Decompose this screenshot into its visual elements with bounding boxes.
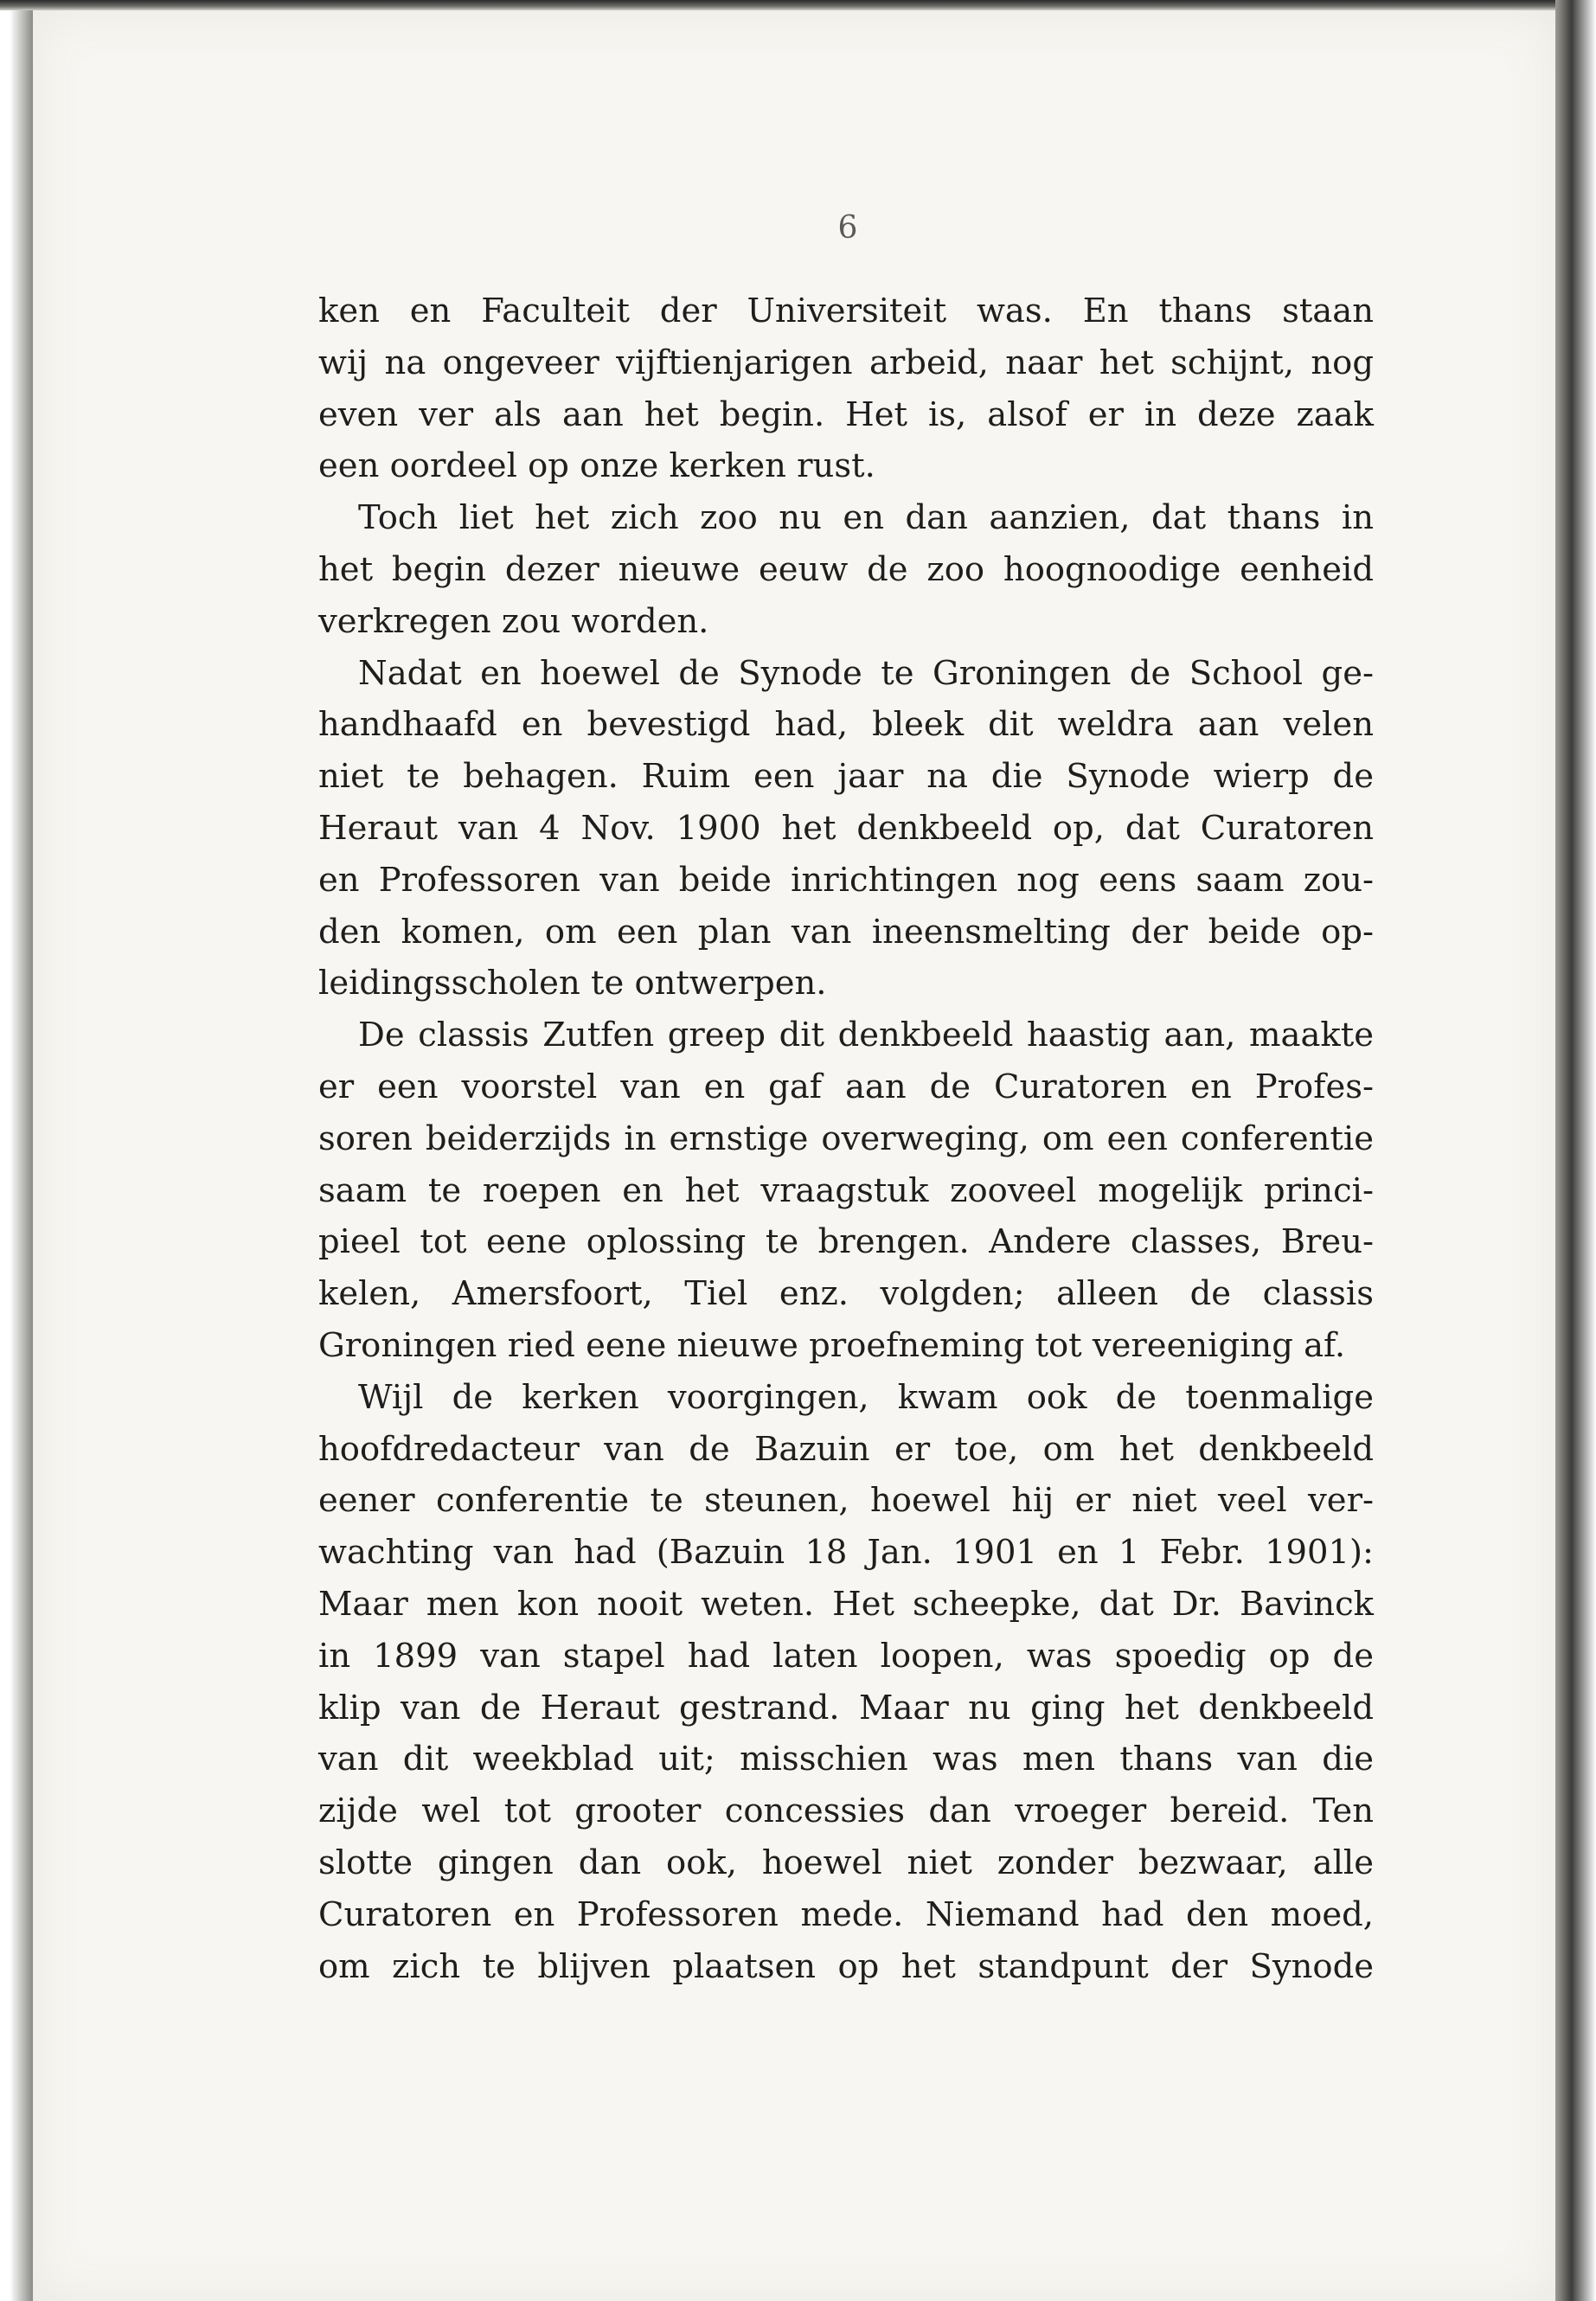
body-text bbox=[318, 285, 1374, 1992]
text-line: saam te roepen en het vraagstuk zooveel mogelijk princi- bbox=[318, 1170, 1374, 1210]
text-line: en Professoren van beide inrichtingen nog eens saam zou- bbox=[318, 860, 1374, 900]
text-line: er een voorstel van en gaf aan de Curatoren en Profes- bbox=[318, 1067, 1374, 1106]
text-line: verkregen zou worden. bbox=[318, 601, 709, 641]
text-line: Maar men kon nooit weten. Het scheepke, dat Dr. Bavinck bbox=[318, 1584, 1374, 1624]
text-line: Nadat en hoewel de Synode te Groningen de School ge- bbox=[358, 653, 1374, 693]
text-line: leidingsscholen te ontwerpen. bbox=[318, 964, 827, 1003]
text-line: eener conferentie te steunen, hoewel hij er niet veel ver- bbox=[318, 1481, 1374, 1521]
text-line: ken en Faculteit der Universiteit was. En thans staan bbox=[318, 292, 1374, 330]
text-line: wij na ongeveer vijftienjarigen arbeid, naar het schijnt, nog bbox=[318, 343, 1374, 382]
text-line: Toch liet het zich zoo nu en dan aanzien, dat thans in bbox=[358, 498, 1374, 538]
text-line: zijde wel tot grooter concessies dan vroeger bereid. Ten bbox=[318, 1791, 1374, 1831]
page-number: 6 bbox=[837, 210, 858, 246]
text-line: even ver als aan het begin. Het is, alsof er in deze zaak bbox=[318, 394, 1374, 434]
scan-left-margin bbox=[0, 0, 33, 2301]
text-line: hoofdredacteur van de Bazuin er toe, om het denkbeeld bbox=[318, 1429, 1374, 1469]
text-line: klip van de Heraut gestrand. Maar nu ging het denkbeeld bbox=[318, 1688, 1374, 1727]
text-line: De classis Zutfen greep dit denkbeeld haastig aan, maakte bbox=[358, 1016, 1374, 1055]
text-line: om zich te blijven plaatsen op het standpunt der Synode bbox=[318, 1946, 1374, 1986]
text-line: in 1899 van stapel had laten loopen, was spoedig op de bbox=[318, 1636, 1374, 1676]
scan-top-edge bbox=[0, 0, 1596, 10]
text-line: het begin dezer nieuwe eeuw de zoo hoognoodige eenheid bbox=[318, 549, 1374, 589]
text-line: slotte gingen dan ook, hoewel niet zonder bezwaar, alle bbox=[318, 1843, 1374, 1882]
scan-right-edge bbox=[1555, 0, 1596, 2301]
text-line: een oordeel op onze kerken rust. bbox=[318, 446, 875, 486]
text-line: pieel tot eene oplossing te brengen. Andere classes, Breu- bbox=[318, 1222, 1374, 1262]
text-line: Groningen ried eene nieuwe proefneming tot vereeniging af. bbox=[318, 1325, 1346, 1365]
text-line: wachting van had (Bazuin 18 Jan. 1901 en 1 Febr. 1901): bbox=[318, 1533, 1374, 1573]
text-line: Heraut van 4 Nov. 1900 het denkbeeld op, dat Curatoren bbox=[318, 808, 1374, 848]
text-line: kelen, Amersfoort, Tiel enz. volgden; alleen de classis bbox=[318, 1274, 1374, 1314]
text-line: niet te behagen. Ruim een jaar na die Synode wierp de bbox=[318, 757, 1374, 797]
text-line: handhaafd en bevestigd had, bleek dit weldra aan velen bbox=[318, 705, 1374, 745]
text-line: soren beiderzijds in ernstige overweging, om een conferentie bbox=[318, 1118, 1374, 1158]
text-line: Wijl de kerken voorgingen, kwam ook de toenmalige bbox=[358, 1377, 1374, 1417]
text-line: van dit weekblad uit; misschien was men thans van die bbox=[318, 1740, 1374, 1779]
text-line: den komen, om een plan van ineensmelting der beide op- bbox=[318, 912, 1374, 952]
text-line: Curatoren en Professoren mede. Niemand had den moed, bbox=[318, 1894, 1374, 1934]
